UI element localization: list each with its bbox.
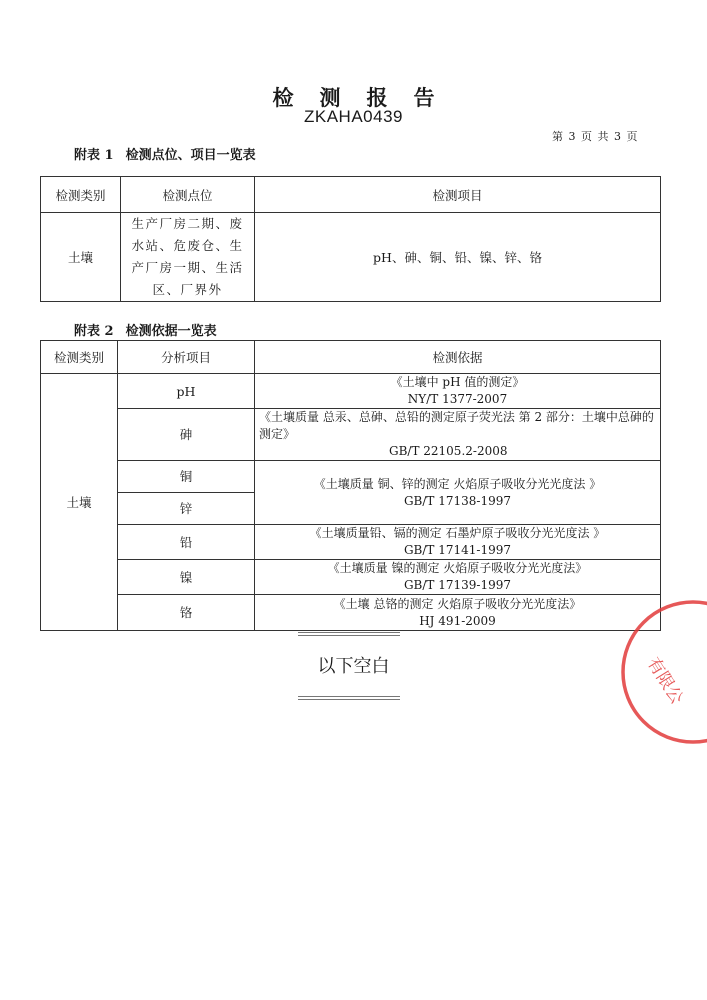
method-code: GB/T 17141-1997 <box>403 543 512 557</box>
table1-prefix: 附表 1 <box>74 148 114 163</box>
method-code: NY/T 1377-2007 <box>407 392 508 406</box>
method-code: HJ 491-2009 <box>419 613 496 628</box>
cell-category: 土壤 <box>41 213 121 302</box>
cell-item: 铅 <box>118 525 255 560</box>
table-row <box>41 213 661 302</box>
method-name: 《土壤中 pH 值的测定》 <box>390 375 525 389</box>
table2-title: 检测依据一览表 <box>125 324 217 339</box>
cell-item: 砷 <box>118 409 255 461</box>
table1-caption <box>74 144 256 163</box>
cell-item: 镍 <box>118 560 255 595</box>
report-number: ZKAHA0439 <box>304 107 403 126</box>
header-analysis-item: 分析项目 <box>118 341 255 374</box>
method-code: GB/T 17139-1997 <box>403 578 512 592</box>
header-category: 检测类别 <box>41 341 118 374</box>
cell-basis <box>255 560 661 595</box>
table-row <box>41 409 661 461</box>
cell-basis <box>255 595 661 631</box>
cell-basis <box>255 525 661 560</box>
table-row <box>41 560 661 595</box>
table-header-row <box>41 177 661 213</box>
table-row <box>41 461 661 493</box>
method-name: 《土壤质量 镍的测定 火焰原子吸收分光光度法》 <box>327 561 588 575</box>
header-sites: 检测点位 <box>121 177 255 213</box>
cell-sites: 生产厂房二期、废水站、危废仓、生产厂房一期、生活区、厂界外 <box>121 213 255 302</box>
company-seal-stamp <box>615 600 707 750</box>
cell-item: 铬 <box>118 595 255 631</box>
divider-top <box>298 632 400 636</box>
method-name: 《土壤质量 铜、锌的测定 火焰原子吸收分光光度法 》 <box>313 476 602 491</box>
cell-basis <box>255 409 661 461</box>
header-category: 检测类别 <box>41 177 121 213</box>
report-title: 检测报告 <box>272 85 461 110</box>
header-basis: 检测依据 <box>255 341 661 374</box>
method-code: GB/T 22105.2-2008 <box>389 444 508 458</box>
method-code: GB/T 17138-1997 <box>403 493 512 508</box>
detection-points-table <box>40 176 661 302</box>
table-row <box>41 525 661 560</box>
cell-items: pH、砷、铜、铅、镍、锌、铬 <box>255 213 661 302</box>
method-name: 《土壤质量铅、镉的测定 石墨炉原子吸收分光光度法 》 <box>309 526 606 540</box>
detection-basis-table <box>40 340 661 631</box>
header-items: 检测项目 <box>255 177 661 213</box>
cell-basis <box>255 374 661 409</box>
cell-item: 铜 <box>118 461 255 493</box>
seal-text: 有限公 <box>642 654 687 708</box>
divider-bottom <box>298 696 400 700</box>
cell-category: 土壤 <box>41 374 118 631</box>
table2-caption <box>74 320 217 339</box>
cell-basis <box>255 461 661 525</box>
method-name: 《土壤 总铬的测定 火焰原子吸收分光光度法》 <box>333 596 582 611</box>
table-row <box>41 374 661 409</box>
blank-below-note: 以下空白 <box>317 656 390 677</box>
method-name: 《土壤质量 总汞、总砷、总铅的测定原子荧光法 第 2 部分：土壤中总砷的测定》 <box>259 410 654 441</box>
table-row <box>41 595 661 631</box>
cell-item: pH <box>118 374 255 409</box>
cell-item: 锌 <box>118 493 255 525</box>
table-header-row <box>41 341 661 374</box>
page-indicator: 第 3 页 共 3 页 <box>552 130 638 143</box>
table1-title: 检测点位、项目一览表 <box>125 148 256 163</box>
table2-prefix: 附表 2 <box>74 324 114 339</box>
